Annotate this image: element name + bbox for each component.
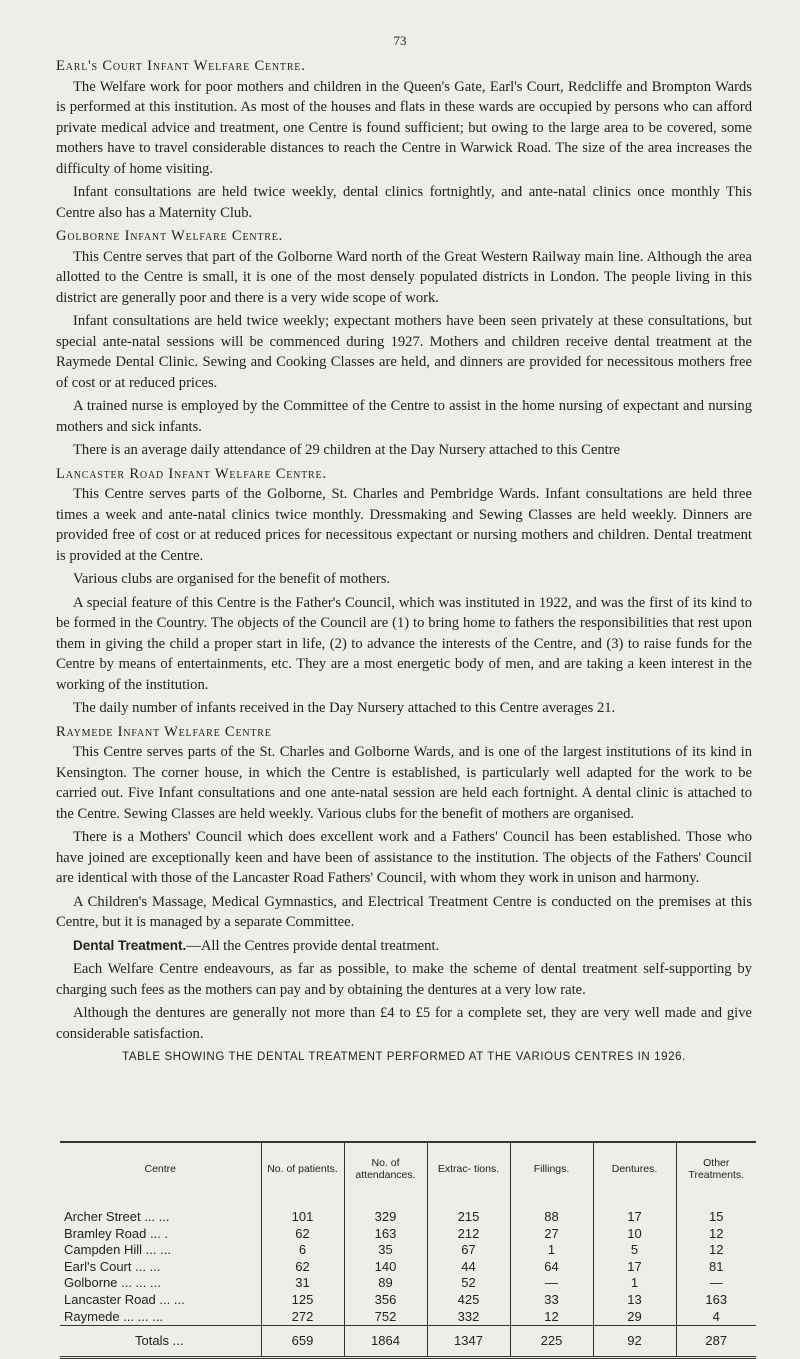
cell-value: 5 [593, 1242, 676, 1259]
total-extractions: 1347 [427, 1326, 510, 1358]
cell-value: 12 [510, 1309, 593, 1326]
lancaster-road-paragraph-1: This Centre serves parts of the Golborne, St. Charles and Pembridge Wards. Infant consultations are held three times a week and ante-natal clinics twice monthly. Dressmaking and Sewing Classes are held weekly. Dinners are provided free of cost or at reduced prices for necessitous expectant or nursing mothers and children. Dental treatment is provided at the Centre. [56, 486, 752, 564]
column-header-other-treatments: Other Treatments. [676, 1142, 756, 1195]
total-dentures: 92 [593, 1326, 676, 1358]
table-row [60, 1242, 756, 1259]
cell-value: 1 [510, 1242, 593, 1259]
cell-value: 6 [261, 1242, 344, 1259]
column-header-attendances: No. of attendances. [344, 1142, 427, 1195]
cell-value: 33 [510, 1292, 593, 1309]
cell-value: 163 [344, 1226, 427, 1243]
lancaster-road-paragraph-4: The daily number of infants received in the Day Nursery attached to this Centre averages 21. [73, 700, 616, 716]
cell-value: 752 [344, 1309, 427, 1326]
table-row [60, 1259, 756, 1276]
dental-paragraph-1-text: —All the Centres provide dental treatment. [186, 937, 440, 954]
lancaster-road-paragraph-3: A special feature of this Centre is the Father's Council, which was instituted in 1922, and was the first of its kind to be formed in the Country. The objects of the Council are (1) to bring home to fathers the responsibilities that rest upon them in giving the child a proper start in life, (2) to advance the interests of the Centre, and (3) to raise funds for the Centre by means of entertainments, etc. They are a most energetic body of men, and are taking a keen interest in the working of the institution. [56, 594, 752, 693]
lancaster-road-paragraph-2: Various clubs are organised for the benefit of mothers. [73, 571, 391, 587]
cell-value: 62 [261, 1259, 344, 1276]
table-title: TABLE SHOWING THE DENTAL TREATMENT PERFORMED AT THE VARIOUS CENTRES IN 1926. [122, 1051, 686, 1063]
total-other-treatments: 287 [676, 1326, 756, 1358]
cell-value: 52 [427, 1275, 510, 1292]
table-row [60, 1309, 756, 1326]
raymede-paragraph-3: A Children's Massage, Medical Gymnastics, and Electrical Treatment Centre is conducted on the premises at this Centre, but it is managed by a separate Committee. [56, 893, 752, 930]
earls-court-paragraph-1: The Welfare work for poor mothers and children in the Queen's Gate, Earl's Court, Redcliffe and Brompton Wards is performed at this institution. As most of the houses and flats in these wards are occupied by persons who can afford private medical advice and treatment, one Centre is found sufficient; but owing to the large area to be covered, some mothers have to travel considerable distances to reach the Centre in Warwick Road. The size of the area increases the difficulty of home visiting. [56, 78, 752, 177]
earls-court-paragraph-2: Infant consultations are held twice weekly, dental clinics fortnightly, and ante-natal clinics once monthly This Centre also has a Maternity Club. [56, 184, 752, 221]
cell-value: 212 [427, 1226, 510, 1243]
golborne-paragraph-2: Infant consultations are held twice weekly; expectant mothers have been seen privately at these consultations, but special ante-natal sessions will be commenced during 1927. Mothers and children receive dental treatment at the Raymede Dental Clinic. Sewing and Cooking Classes are held, and dinners are provided for necessitous mothers free of cost or at reduced prices. [56, 313, 752, 391]
cell-centre: Archer Street ... ... [64, 1209, 170, 1224]
column-header-dentures: Dentures. [593, 1142, 676, 1195]
cell-centre: Golborne ... ... ... [64, 1275, 161, 1291]
total-attendances: 1864 [344, 1326, 427, 1358]
cell-value: 35 [344, 1242, 427, 1259]
cell-value: 88 [510, 1209, 593, 1226]
golborne-paragraph-1: This Centre serves that part of the Golborne Ward north of the Great Western Railway main line. Although the area allotted to the Centre is small, it is one of the most densely populated districts in London. The people living in this district are generally poor and there is a very wide scope of work. [56, 248, 752, 306]
cell-value: 31 [261, 1275, 344, 1292]
dental-paragraph-2: Each Welfare Centre endeavours, as far as possible, to make the scheme of dental treatment self-supporting by charging such fees as the mothers can pay and by obtaining the dentures at a very low rate. [56, 961, 752, 998]
cell-value: 332 [427, 1309, 510, 1326]
dental-treatment-heading: Dental Treatment. [73, 937, 187, 953]
cell-value: 64 [510, 1259, 593, 1276]
column-header-centre: Centre [144, 1163, 176, 1175]
table-header-row [60, 1142, 756, 1195]
cell-value: 15 [676, 1209, 756, 1226]
earls-court-heading: Earl's Court Infant Welfare Centre. [56, 58, 306, 74]
cell-value: 4 [676, 1309, 756, 1326]
cell-value: — [676, 1275, 756, 1292]
cell-value: 272 [261, 1309, 344, 1326]
cell-value: 13 [593, 1292, 676, 1309]
cell-value: 10 [593, 1226, 676, 1243]
table-spacer-row [60, 1195, 756, 1209]
document-body [56, 56, 752, 1068]
cell-value: 215 [427, 1209, 510, 1226]
cell-value: 27 [510, 1226, 593, 1243]
cell-centre: Lancaster Road ... ... [64, 1291, 185, 1307]
golborne-paragraph-4: There is an average daily attendance of 29 children at the Day Nursery attached to this Centre [73, 442, 621, 458]
golborne-paragraph-3: A trained nurse is employed by the Committee of the Centre to assist in the home nursing of expectant and nursing mothers and sick infants. [56, 398, 752, 435]
table-row [60, 1292, 756, 1309]
cell-value: 356 [344, 1292, 427, 1309]
dental-paragraph-1 [56, 936, 752, 957]
cell-value: — [510, 1275, 593, 1292]
page-number: 73 [393, 33, 407, 48]
table-totals-row [60, 1326, 756, 1358]
cell-value: 29 [593, 1309, 676, 1326]
cell-value: 89 [344, 1275, 427, 1292]
dental-treatment-table [60, 1141, 756, 1359]
cell-value: 1 [593, 1275, 676, 1292]
cell-value: 81 [676, 1259, 756, 1276]
cell-value: 101 [261, 1209, 344, 1226]
table-row [60, 1275, 756, 1292]
cell-value: 163 [676, 1292, 756, 1309]
cell-value: 17 [593, 1259, 676, 1276]
raymede-paragraph-1: This Centre serves parts of the St. Charles and Golborne Wards, and is one of the largest institutions of its kind in Kensington. The corner house, in which the Centre is established, is particularly well adapted for the work to be carried out. Five Infant consultations and one ante-natal session are held each fortnight. A dental clinic is attached to the Centre. Sewing Classes are held weekly. Various clubs for the benefit of mothers are organised. [56, 744, 752, 822]
table-row [60, 1209, 756, 1226]
table-row [60, 1226, 756, 1243]
raymede-heading: Raymede Infant Welfare Centre [56, 723, 272, 740]
column-header-patients: No. of patients. [261, 1142, 344, 1195]
column-header-extractions: Extrac- tions. [427, 1142, 510, 1195]
cell-centre: Campden Hill ... ... [64, 1242, 171, 1258]
dental-paragraph-3: Although the dentures are generally not more than £4 to £5 for a complete set, they are very well made and give considerable satisfaction. [56, 1005, 752, 1042]
cell-value: 329 [344, 1209, 427, 1226]
totals-label: Totals ... [60, 1326, 261, 1358]
cell-value: 425 [427, 1292, 510, 1309]
cell-value: 125 [261, 1292, 344, 1309]
raymede-paragraph-2: There is a Mothers' Council which does excellent work and a Fathers' Council has been established. Those who have joined are exceptionally keen and have been of assistance to the institution. The objects of the Fathers' Council are identical with those of the Lancaster Road Fathers' Council, with whom they work in unison and harmony. [56, 829, 752, 886]
cell-centre: Bramley Road ... . [64, 1225, 169, 1241]
cell-value: 17 [593, 1209, 676, 1226]
total-fillings: 225 [510, 1326, 593, 1358]
cell-value: 140 [344, 1259, 427, 1276]
total-patients: 659 [261, 1326, 344, 1358]
cell-centre: Earl's Court ... ... [64, 1258, 161, 1274]
cell-value: 12 [676, 1226, 756, 1243]
cell-value: 62 [261, 1226, 344, 1243]
cell-centre: Raymede ... ... ... [64, 1308, 163, 1324]
lancaster-road-heading: Lancaster Road Infant Welfare Centre. [56, 465, 327, 482]
column-header-fillings: Fillings. [510, 1142, 593, 1195]
cell-value: 44 [427, 1259, 510, 1276]
golborne-heading: Golborne Infant Welfare Centre. [56, 228, 284, 244]
cell-value: 12 [676, 1242, 756, 1259]
cell-value: 67 [427, 1242, 510, 1259]
